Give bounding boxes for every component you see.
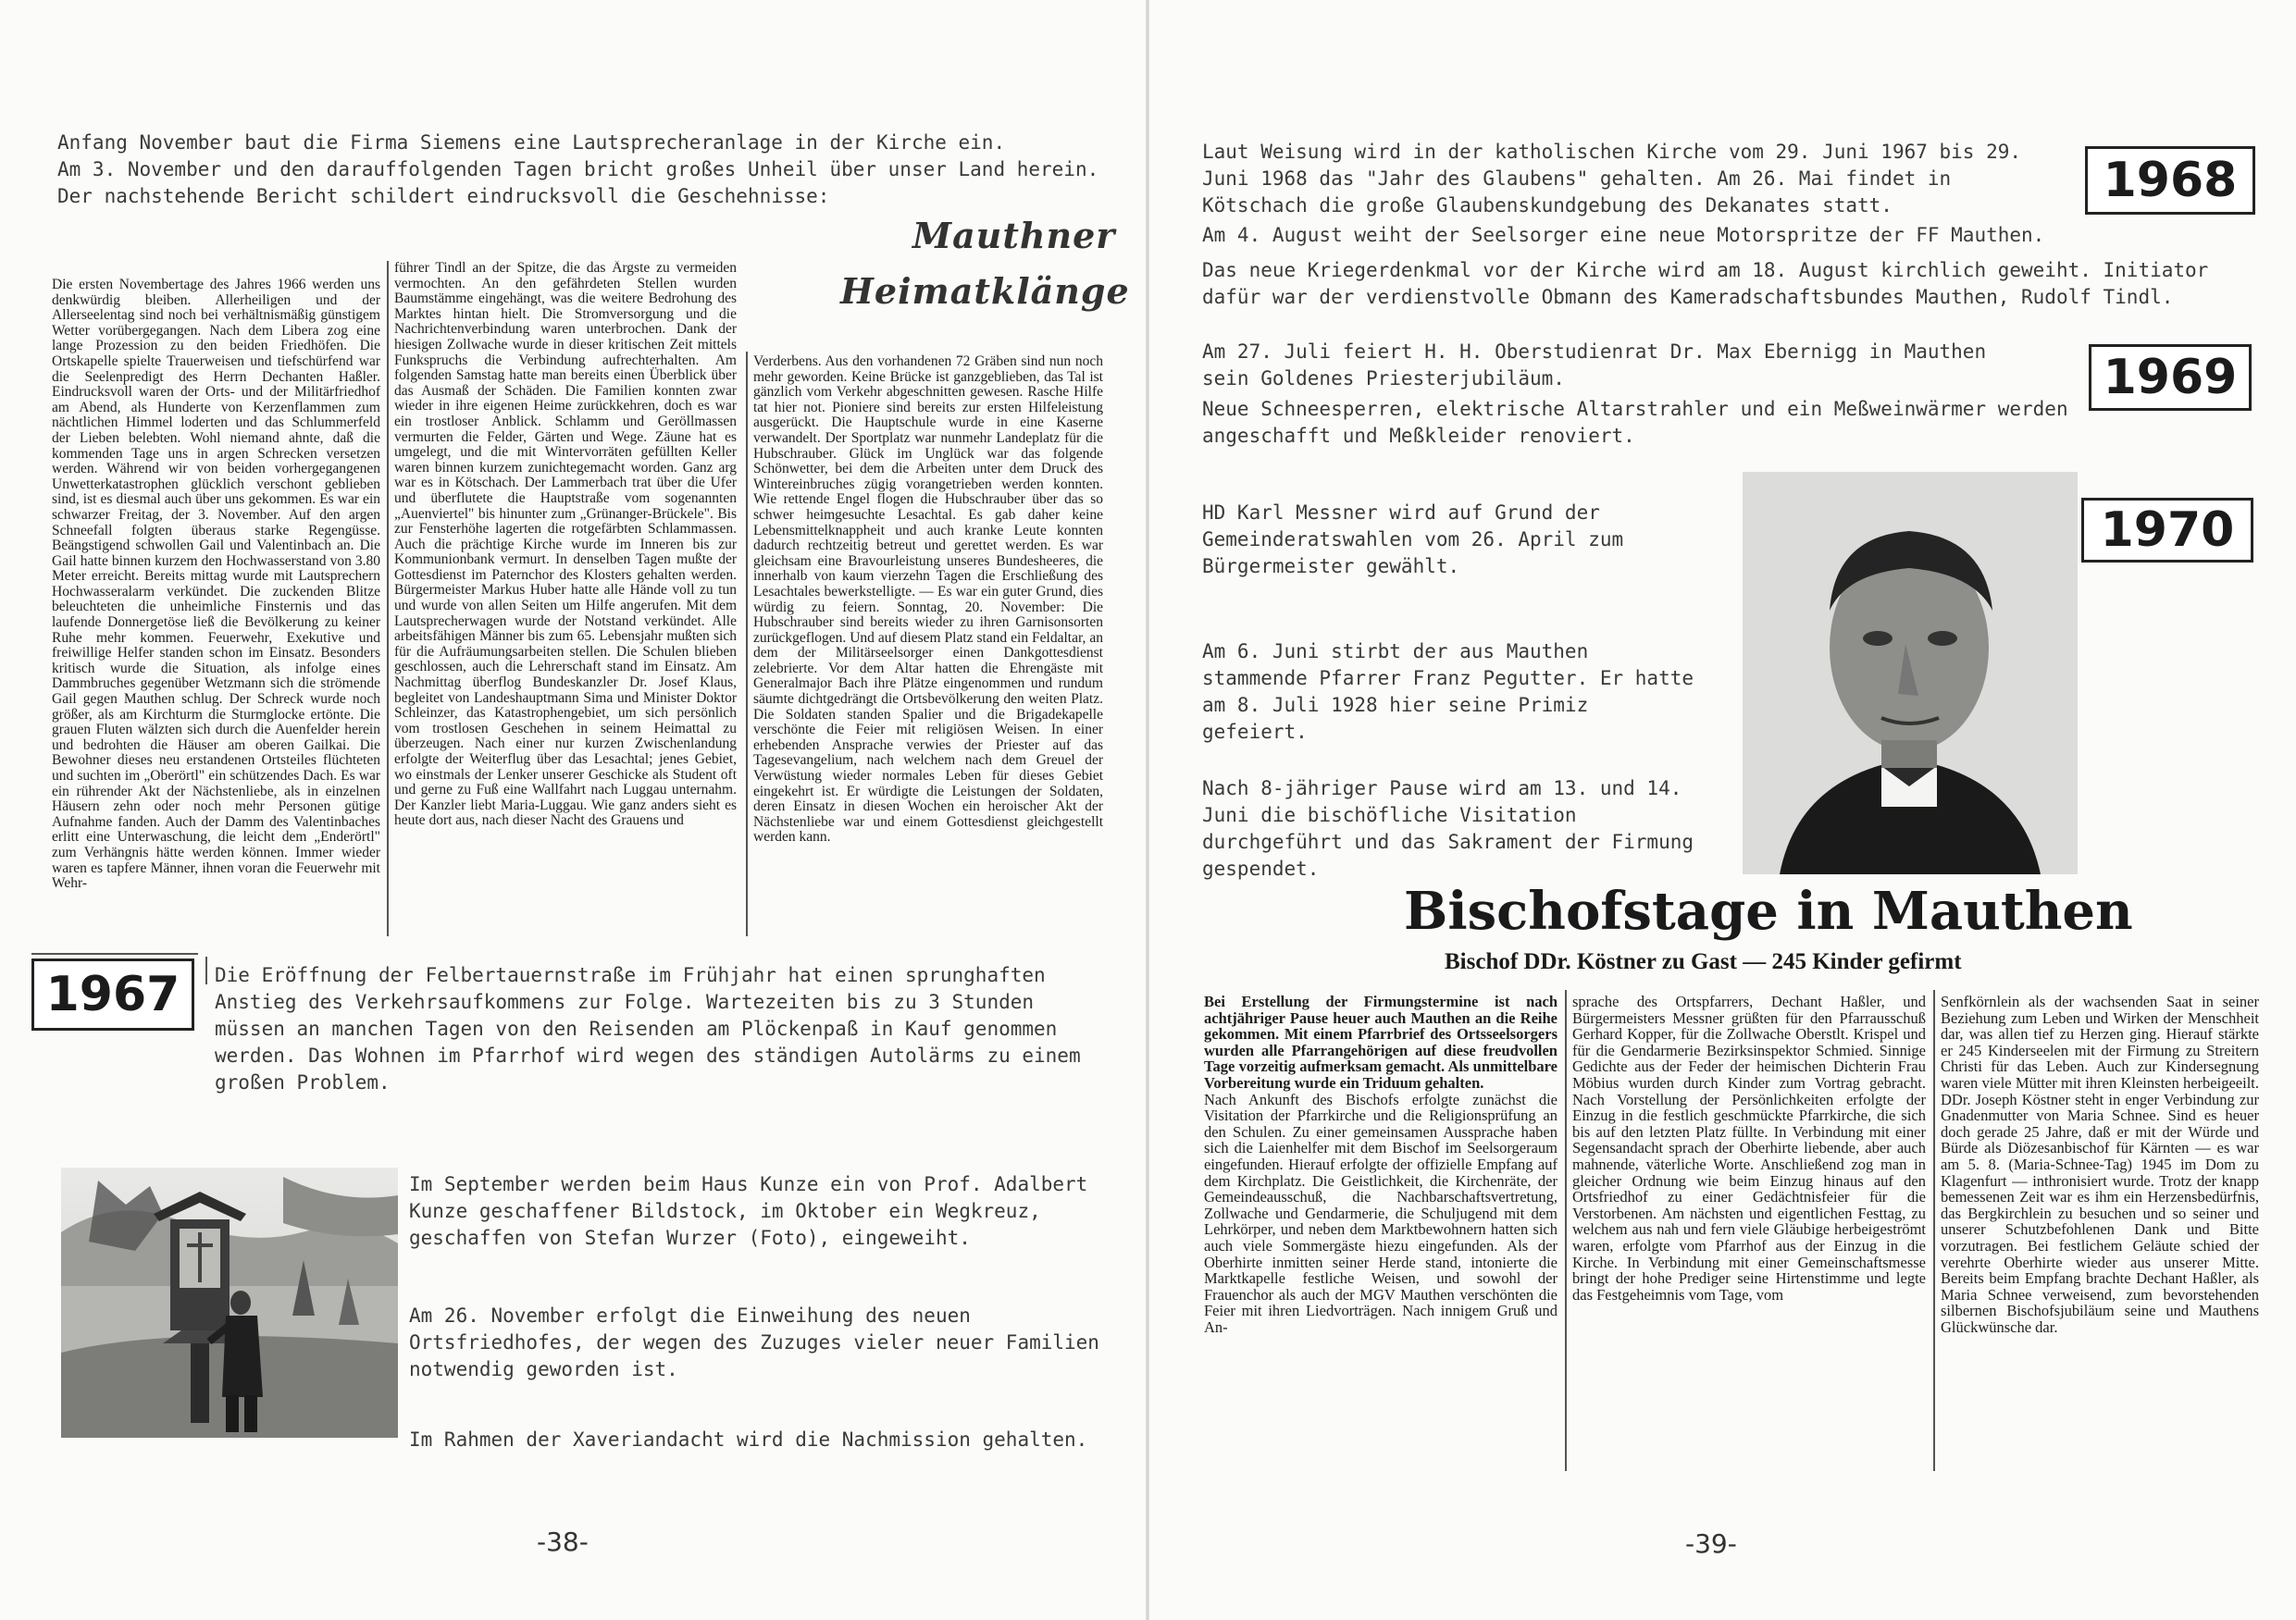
intro-text: Anfang November baut die Firma Siemens eine Lautsprecheranlage in der Kirche ein. Am 3. November und den darauffolgenden Tagen bricht großes Unheil über unser Land herein. Der nachstehende Bericht schildert eindrucksvoll die Geschehnisse:	[57, 131, 1099, 207]
year-box-rule	[31, 953, 198, 955]
text-friedhof: Am 26. November erfolgt die Einweihung des neuen Ortsfriedhofes, der wegen des Zuzuges vieler neuer Familien notwendig geworden ist.	[409, 1305, 1111, 1380]
article-column-3	[1941, 994, 2259, 1471]
year-box-1967: 1967	[31, 958, 194, 1031]
column-divider	[1565, 990, 1567, 1471]
article-column-1-text: Nach Ankunft des Bischofs erfolgte zunächst die Visitation der Pfarrkirche und die Religionsprüfung an den Schulen. Zu einer gemeinsamen Aussprache haben sich die Laienhelfer mit dem Bischof im Seelsorgeraum eingefunden. Hierauf erfolgte der offizielle Empfang auf dem Kirchplatz. Die Geistlichkeit, die Kirchenräte, der Gemeindeausschuß, die Nachbarschaftsvertretung, Zollwache und Gendarmerie, die Schuljugend mit dem Lehrkörper, und neben dem Marktbewohnern hatten sich auch viele Sommergäste hiezu eingefunden. Als der Oberhirte inmitten seiner Herde stand, intonierte die Marktkapelle festliche Weisen, und sowohl der Frauenchor als auch der MGV Mauthen verschönten die Feier mit ihren Liedvorträgen. Nach innigem Gruß und An-	[1204, 1090, 1558, 1336]
text-1967: Die Eröffnung der Felbertauernstraße im Frühjahr hat einen sprunghaften Anstieg des Verkehrsaufkommens zur Folge. Wartezeiten bis zu 3 Stunden müssen an manchen Tagen von den Reisenden am Plöckenpaß in Kauf genommen werden. Das Wohnen im Pfarrhof wird wegen des ständigen Autolärms zu einem großen Problem.	[215, 964, 1093, 1094]
article-column-2-text: sprache des Ortspfarrers, Dechant Haßler, und Bürgermeisters Messner grüßten für den Pfarrausschuß Gerhard Kopper, für die Zollwache Oberstlt. Krispel und für die Gendarmerie Bezirksinspektor Schmied. Sinnige Gedichte aus der Feder der heimischen Dichterin Frau Möbius wurden durch Kinder zum Vortrag gebracht. Nach Vorstellung der Persönlichkeiten erfolgte der Einzug in die festlich geschmückte Pfarrkirche, die sich bis auf den letzten Platz füllte. In Verbindung mit einer Segensandacht sprach der Oberhirte liebende, aber auch mahnende, väterliche Worte. Anschließend zog man in gleicher Ordnung wie beim Einzug hinaus auf den Ortsfriedhof zu einer Gedächtnisfeier für die Verstorbenen. Am nächsten und eigentlichen Festtag, zu welchem aus nah und fern viele Gläubige herbeigeströmt waren, erfolgte vom Pfarrhof aus der Einzug in die Kirche. In Verbindung mit einer Gemeinschaftsmesse bringt der hohe Prediger seine Hirtenstimme und legte das Festgeheimnis vom Tage, vom	[1572, 994, 1926, 1304]
article-headline: Bischofstage in Mauthen	[1404, 881, 2133, 942]
clipping-column-2-text: führer Tindl an der Spitze, die das Ärgste zu vermeiden vermochten. An den gefährdeten Stellen wurden Baumstämme eingehängt, was die weitere Bedrohung des Marktes hintan hielt. Die Stromversorgung und die Nachrichtenverbindung waren unterbrochen. Dank der hiesigen Zollwache wurde in dieser kritischen Zeit mittels Funkspruchs die Verbindung aufrechterhalten. Am folgenden Samstag hatte man bereits einen Überblick über das Ausmaß der Schäden. Die Familien konnten zwar wieder in ihre eigenen Heime zurückkehren, doch es war ein trostloser Anblick. Schlamm und Geröllmassen vermurten die Felder, Gärten und Wege. Zäune hat es umgelegt, und die mit Wintervorräten gefüllten Keller waren binnen kurzem zunichtegemacht worden. Ganz arg war es in Kötschach. Der Lammerbach trat über die Ufer und überflutete die Hauptstraße vom sogenannten „Auenviertel" bis hinunter zum „Grünanger-Brückele". Bis zur Fensterhöhe lagerten die rotgefärbten Schlammassen. Auch die prächtige Kirche wurde im Inneren bis zur Kommunionbank vermurt. In denselben Tagen mußte der Gottesdienst im Paternchor des Klosters gehalten werden. Bürgermeister Markus Huber hatte alle Hände voll zu tun und wurde von allen Seiten um Hilfe angerufen. Mit dem Lautsprecherwagen wurde der Notstand verkündet. Alle arbeitsfähigen Männer bis zum 65. Lebensjahr mußten sich für die Aufräumungsarbeiten stellen. Die Schulen blieben geschlossen, auch die Lehrerschaft stand im Einsatz. Am Nachmittag überflog Bundeskanzler Dr. Josef Klaus, begleitet von Landeshauptmann Sima und Minister Doktor Schleinzer, das Katastrophengebiet, um sich persönlich vom trostlosen Geschehen in seinem Heimattal zu überzeugen. Nach einer nur kurzen Zwischenlandung erfolgte der Weiterflug über das Lesachtal; jenes Gebiet, wo einstmals der Lenker unserer Geschicke als Student oft und gerne zu Fuß eine Wallfahrt nach Luggau unternahm. Der Kanzler liebt Maria-Luggau. Wie ganz anders sieht es heute dort aus, nach dieser Nacht des Grauens und	[394, 261, 737, 829]
column-divider	[387, 261, 389, 936]
clipping-column-1	[52, 278, 380, 936]
year-box-rule	[205, 957, 207, 984]
page-number-left: -38-	[537, 1527, 589, 1557]
article-subheadline: Bischof DDr. Köstner zu Gast — 245 Kinder gefirmt	[1445, 949, 1962, 974]
portrait-photo	[1743, 472, 2078, 874]
article-lead: Bei Erstellung der Firmungstermine ist nach achtjähriger Pause heuer auch Mauthen an die Reihe gekommen. Mit einem Pfarrbrief des Ortsseelsorgers wurden alle Pfarrangehörigen auf diese freudvollen Tage vorzeitig aufmerksam gemacht. Als unmittelbare Vorbereitung wurde ein Triduum gehalten.	[1204, 994, 1558, 1092]
year-box-1968: 1968	[2085, 146, 2255, 215]
clipping-column-3-text: Verderbens. Aus den vorhandenen 72 Gräben sind nun noch mehr geworden. Keine Brücke ist ganzgeblieben, das Tal ist gänzlich vom Verkehr abgeschnitten gewesen. Rasche Hilfe tat hier not. Pioniere sind bereits zur ersten Hilfeleistung ausgerückt. Die Hauptschule wurde in eine Kaserne verwandelt. Der Sportplatz war nunmehr Landeplatz für die Hubschrauber. Glück im Unglück war das folgende Schönwetter, bei dem die Arbeiten unter dem Druck des Wintereinbruches zügig vorangetrieben werden konnten. Wie rettende Engel flogen die Hubschrauber über das so schwer heimgesuchte Lesachtal. Es gab daher keine Lebensmittelknappheit und auch kranke Leute konnten dadurch rechtzeitig betreut und gerettet werden. Es war gleichsam eine Bravourleistung unseres Bundesheeres, die innerhalb von kaum vierzehn Tagen die Erschließung des Lesachtales bewerkstelligte. — Es war ein guter Grund, dies würdig zu feiern. Sonntag, 20. November: Die Hubschrauber sind bereits wieder zu ihren Garnisonsorten zurückgeflogen. Und auf diesem Platz stand ein Feldaltar, an dem der Militärseelsorger einen Dankgottesdienst zelebrierte. Vor dem Altar hatten die Ehrengäste mit Generalmajor Bach ihre Plätze eingenommen und rundum säumte dichtgedrängt die Ortsbevölkerung den weiten Platz. Die Soldaten standen Spalier und die Brigadekapelle verschönte die Feier mit religiösen Weisen. In einer erhebenden Ansprache verwies der Priester auf das Tagesevangelium, nach welchem nach dem Greuel der Verwüstung wieder normales Leben für dieses Gebiet eingekehrt ist. Er würdigte die Leistungen der Soldaten, deren Einsatz in diesen Wochen ein heroischer Akt der Nächstenliebe war und einem Gottesdienst gleichgestellt werden kann.	[753, 354, 1103, 846]
text-bildstock: Im September werden beim Haus Kunze ein von Prof. Adalbert Kunze geschaffener Bildstock, im Oktober ein Wegkreuz, geschaffen von Stefan Wurzer (Foto), eingeweiht.	[409, 1173, 1099, 1249]
text-1969-anschaffungen: Neue Schneesperren, elektrische Altarstrahler und ein Meßweinwärmer werden angeschafft und Meßkleider renoviert.	[1202, 398, 2080, 447]
clipping-column-3	[753, 354, 1103, 936]
portrait-photo-image	[1743, 472, 2078, 874]
text-1969-priesterjubilaeum: Am 27. Juli feiert H. H. Oberstudienrat Dr. Max Ebernigg in Mauthen sein Goldenes Priesterjubiläum.	[1202, 340, 1998, 390]
photo-wegkreuz-image	[61, 1168, 398, 1438]
text-1970-pegutter: Am 6. Juni stirbt der aus Mauthen stammende Pfarrer Franz Pegutter. Er hatte am 8. Juli 1928 hier seine Primiz gefeiert.	[1202, 640, 1706, 743]
clipping-title-mauthner: Mauthner	[912, 215, 1116, 256]
text-1970-visitation: Nach 8-jähriger Pause wird am 13. und 14. Juni die bischöfliche Visitation durchgeführt und das Sakrament der Firmung gespendet.	[1202, 777, 1706, 880]
photo-wegkreuz	[61, 1168, 398, 1438]
year-box-1970: 1970	[2081, 498, 2253, 563]
article-column-3-text: Senfkörnlein als der wachsenden Saat in seiner Beziehung zum Leben und Wirken der Menschheit dar, was allen tief zu Herzen ging. Hierauf stärkte er 245 Kinderseelen mit der Firmung zu Streitern Christi für das Leben. Auch zur Kindersegnung waren viele Mütter mit ihren Kleinsten herbeigeeilt. DDr. Joseph Köstner steht in enger Verbindung zur Gnadenmutter von Maria Schnee. Sind es heuer doch gerade 25 Jahre, daß er mit der Würde und Bürde als Diözesanbischof für Kärnten — es war am 5. 8. (Maria-Schnee-Tag) 1945 im Dom zu Klagenfurt — inthronisiert wurde. Trotz der knapp bemessenen Zeit war es ihm ein Herzensbedürfnis, das Bergkirchlein zu besuchen und so seiner und unserer Schutzbefohlenen Dank und Bitte vorzutragen. Bei festlichem Geläute schied der verehrte Oberhirte wieder aus unserer Mitte. Bereits beim Empfang brachte Dechant Haßler, als Maria Schnee verweisend, zum bevorstehenden silbernen Bischofsjubiläum seine und Mauthens Glückwünsche dar.	[1941, 994, 2259, 1336]
column-divider	[1933, 990, 1935, 1471]
page-number-right: -39-	[1685, 1528, 1737, 1559]
clipping-title-heimatklaenge: Heimatklänge	[840, 270, 1130, 312]
right-page	[1148, 0, 2296, 1620]
clipping-column-2	[394, 261, 737, 936]
column-divider	[746, 352, 748, 936]
article-column-1	[1204, 994, 1558, 1471]
text-xaveriandacht: Im Rahmen der Xaveriandacht wird die Nachmission gehalten.	[409, 1428, 1088, 1451]
year-box-1969: 1969	[2089, 344, 2252, 411]
text-1968-motorspritze: Am 4. August weiht der Seelsorger eine neue Motorspritze der FF Mauthen.	[1202, 224, 2045, 246]
text-1968-kriegerdenkmal: Das neue Kriegerdenkmal vor der Kirche wird am 18. August kirchlich geweiht. Initiator dafür war der verdienstvolle Obmann des Kameradschaftsbundes Mauthen, Rudolf Tindl.	[1202, 259, 2220, 308]
text-1970-buergermeister: HD Karl Messner wird auf Grund der Gemeinderatswahlen vom 26. April zum Bürgermeister gewählt.	[1202, 501, 1635, 577]
clipping-column-1-text: Die ersten Novembertage des Jahres 1966 werden uns denkwürdig bleiben. Allerheiligen und der Allerseelentag sind noch bei verhältnismäßig günstigem Wetter vorübergegangen. Nach dem Libera zog eine lange Prozession zu den beiden Friedhöfen. Die Ortskapelle spielte Trauerweisen und tiefschürfend war die Seelenpredigt des Herrn Dechanten Haßler. Eindrucksvoll waren der Orts- und der Militärfriedhof am Abend, als Hunderte von Kerzenflammen zum nächtlichen Himmel loderten und das Schlummerfeld der Lieben belebten. Wohl niemand ahnte, daß die kommenden Tage uns in argen Schrecken versetzen werden. Während wir von beiden vorhergegangenen Unwetterkatastrophen glücklich verschont geblieben sind, ist es diesmal auch über uns gekommen. Es war ein schwarzer Freitag, der 3. November. Auf den argen Schneefall folgten überaus starke Regengüsse. Beängstigend schwollen Gail und Valentinbach an. Die Gail hatte binnen kurzem den Hochwasserstand von 3.80 Meter erreicht. Bereits mittag wurde mit Lautsprechern Hochwasseralarm verkündet. Die zuckenden Blitze beleuchteten die unheimliche Finsternis und das laufende Donnergetöse ließ die Bevölkerung zu keiner Ruhe mehr kommen. Feuerwehr, Exekutive und freiwillige Helfer standen schon im Einsatz. Besonders kritisch wurde die Situation, als infolge eines Dammbruches gegenüber Wetzmann sich die strömende Gail gegen Mauthen schlug. Der Schreck wurde noch größer, als am Kirchturm die Sturmglocke ertönte. Die grauen Fluten wälzten sich durch die Auenfelder herein und bedrohten die Häuser am oberen Gailkai. Die Bewohner dieses neu erstandenen Ortsteiles flüchteten und suchten im „Oberörtl" ein schützendes Dach. Es war ein rührender Akt der Nächstenliebe, als in einzelnen Häusern zehn oder noch mehr Personen gütige Aufnahme fanden. Auch der Damm des Valentinbaches erlitt eine Unterwaschung, die leicht dem „Enderörtl" zum Verhängnis hätte werden können. Immer wieder waren es tapfere Männer, ihnen voran die Feuerwehr mit Wehr-	[52, 278, 380, 892]
text-1968-glaubensjahr: Laut Weisung wird in der katholischen Kirche vom 29. Juni 1967 bis 29. Juni 1968 das "Jahr des Glaubens" gehalten. Am 26. Mai findet in Kötschach die große Glaubenskundgebung des Dekanates statt.	[1202, 141, 2033, 216]
article-column-2	[1572, 994, 1926, 1471]
